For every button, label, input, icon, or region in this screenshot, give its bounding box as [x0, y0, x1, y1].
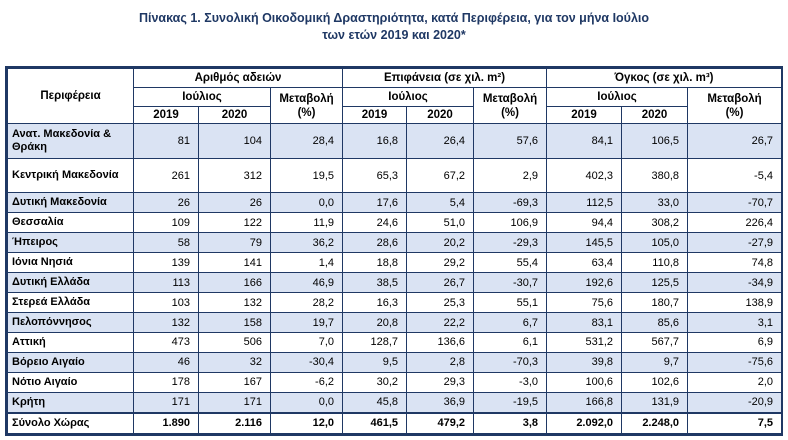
value-cell: 171 [134, 392, 199, 412]
value-cell: 26 [199, 193, 271, 213]
value-cell: 22,2 [407, 313, 474, 333]
value-cell: 567,7 [622, 333, 688, 353]
value-cell: 18,8 [343, 253, 407, 273]
region-name: Κεντρική Μακεδονία [8, 158, 134, 193]
table-row [8, 333, 782, 353]
value-cell: 138,9 [688, 293, 782, 313]
value-cell: 30,2 [343, 372, 407, 392]
value-cell: 2,8 [407, 352, 474, 372]
value-cell: 2.092,0 [547, 413, 622, 434]
value-cell: -34,9 [688, 273, 782, 293]
value-cell: 380,8 [622, 158, 688, 193]
value-cell: 1,4 [271, 253, 343, 273]
value-cell: 9,5 [343, 352, 407, 372]
pct-label: (%) [501, 106, 519, 119]
value-cell: 94,4 [547, 213, 622, 233]
value-cell: 192,6 [547, 273, 622, 293]
area-year-2019: 2019 [343, 107, 407, 124]
value-cell: 3,1 [688, 313, 782, 333]
region-name: Ιόνια Νησιά [8, 253, 134, 273]
value-cell: 141 [199, 253, 271, 273]
value-cell: 113 [134, 273, 199, 293]
value-cell: 6,9 [688, 333, 782, 353]
value-cell: 20,8 [343, 313, 407, 333]
value-cell: 16,8 [343, 124, 407, 159]
value-cell: 7,0 [271, 333, 343, 353]
value-cell: 145,5 [547, 233, 622, 253]
value-cell: 261 [134, 158, 199, 193]
value-cell: 36,9 [407, 392, 474, 412]
value-cell: 9,7 [622, 352, 688, 372]
table-row [8, 253, 782, 273]
value-cell: 26 [134, 193, 199, 213]
value-cell: 26,7 [688, 124, 782, 159]
value-cell: -70,3 [474, 352, 547, 372]
value-cell: 20,2 [407, 233, 474, 253]
value-cell: 132 [134, 313, 199, 333]
table-title-line2: των ετών 2019 και 2020* [322, 28, 466, 42]
value-cell: 16,3 [343, 293, 407, 313]
data-table-frame [5, 66, 783, 436]
table-row [8, 193, 782, 213]
value-cell: 139 [134, 253, 199, 273]
table-title-line1: Πίνακας 1. Συνολική Οικοδομική Δραστηριότητα, κατά Περιφέρεια, για τον μήνα Ιούλιο [138, 11, 650, 25]
value-cell: 308,2 [622, 213, 688, 233]
volume-year-2019: 2019 [547, 107, 622, 124]
value-cell: -3,0 [474, 372, 547, 392]
table-body [8, 124, 782, 434]
volume-month-header: Ιούλιος [547, 88, 688, 107]
area-year-2020: 2020 [407, 107, 474, 124]
region-name: Πελοπόννησος [8, 313, 134, 333]
value-cell: 109 [134, 213, 199, 233]
volume-group-header: Όγκος (σε χιλ. m³) [547, 69, 782, 88]
value-cell: 132 [199, 293, 271, 313]
table-row [8, 213, 782, 233]
value-cell: 506 [199, 333, 271, 353]
value-cell: 473 [134, 333, 199, 353]
table-row [8, 352, 782, 372]
region-name: Νότιο Αιγαίο [8, 372, 134, 392]
pct-label: (%) [297, 106, 316, 119]
value-cell: 3,8 [474, 413, 547, 434]
value-cell: 85,6 [622, 313, 688, 333]
region-name: Σύνολο Χώρας [8, 413, 134, 434]
region-column-header: Περιφέρεια [8, 69, 134, 124]
value-cell: 479,2 [407, 413, 474, 434]
value-cell: 33,0 [622, 193, 688, 213]
table-row [8, 293, 782, 313]
value-cell: 67,2 [407, 158, 474, 193]
region-name: Ήπειρος [8, 233, 134, 253]
value-cell: 100,6 [547, 372, 622, 392]
region-name: Δυτική Μακεδονία [8, 193, 134, 213]
value-cell: 531,2 [547, 333, 622, 353]
value-cell: 2,0 [688, 372, 782, 392]
permits-month-header: Ιούλιος [134, 88, 271, 107]
value-cell: 26,4 [407, 124, 474, 159]
value-cell: 38,5 [343, 273, 407, 293]
value-cell: 81 [134, 124, 199, 159]
value-cell: 171 [199, 392, 271, 412]
value-cell: -19,5 [474, 392, 547, 412]
value-cell: 46,9 [271, 273, 343, 293]
region-name: Βόρειο Αιγαίο [8, 352, 134, 372]
value-cell: -5,4 [688, 158, 782, 193]
value-cell: 136,6 [407, 333, 474, 353]
value-cell: 103 [134, 293, 199, 313]
value-cell: 2.116 [199, 413, 271, 434]
value-cell: 17,6 [343, 193, 407, 213]
value-cell: 58 [134, 233, 199, 253]
change-label: Μεταβολή [279, 92, 334, 105]
value-cell: 1.890 [134, 413, 199, 434]
data-table [7, 68, 782, 434]
value-cell: 29,2 [407, 253, 474, 273]
value-cell: -70,7 [688, 193, 782, 213]
volume-change-header [688, 88, 782, 124]
region-name: Ανατ. Μακεδονία & Θράκη [8, 124, 134, 159]
value-cell: 402,3 [547, 158, 622, 193]
value-cell: 158 [199, 313, 271, 333]
permits-year-2020: 2020 [199, 107, 271, 124]
table-row [8, 124, 782, 159]
change-label: Μεταβολή [707, 92, 762, 105]
region-name: Θεσσαλία [8, 213, 134, 233]
value-cell: 75,6 [547, 293, 622, 313]
value-cell: 55,4 [474, 253, 547, 273]
table-row [8, 158, 782, 193]
area-group-header: Επιφάνεια (σε χιλ. m²) [343, 69, 547, 88]
value-cell: -29,3 [474, 233, 547, 253]
value-cell: 65,3 [343, 158, 407, 193]
value-cell: 125,5 [622, 273, 688, 293]
value-cell: -30,7 [474, 273, 547, 293]
value-cell: 2,9 [474, 158, 547, 193]
value-cell: 106,9 [474, 213, 547, 233]
value-cell: 102,6 [622, 372, 688, 392]
value-cell: 51,0 [407, 213, 474, 233]
value-cell: 226,4 [688, 213, 782, 233]
region-name: Δυτική Ελλάδα [8, 273, 134, 293]
value-cell: 12,0 [271, 413, 343, 434]
value-cell: 11,9 [271, 213, 343, 233]
value-cell: -75,6 [688, 352, 782, 372]
table-row [8, 372, 782, 392]
value-cell: 178 [134, 372, 199, 392]
value-cell: 46 [134, 352, 199, 372]
value-cell: 122 [199, 213, 271, 233]
value-cell: 29,3 [407, 372, 474, 392]
area-change-header [474, 88, 547, 124]
value-cell: 0,0 [271, 392, 343, 412]
value-cell: 110,8 [622, 253, 688, 273]
permits-group-header: Αριθμός αδειών [134, 69, 343, 88]
area-month-header: Ιούλιος [343, 88, 474, 107]
value-cell: 461,5 [343, 413, 407, 434]
value-cell: 2.248,0 [622, 413, 688, 434]
table-title [0, 10, 788, 44]
value-cell: 79 [199, 233, 271, 253]
value-cell: 105,0 [622, 233, 688, 253]
value-cell: 83,1 [547, 313, 622, 333]
value-cell: 166,8 [547, 392, 622, 412]
value-cell: 19,7 [271, 313, 343, 333]
value-cell: -20,9 [688, 392, 782, 412]
region-name: Αττική [8, 333, 134, 353]
change-label: Μεταβολή [482, 92, 538, 105]
value-cell: 26,7 [407, 273, 474, 293]
table-row [8, 313, 782, 333]
value-cell: 24,6 [343, 213, 407, 233]
value-cell: 167 [199, 372, 271, 392]
value-cell: -6,2 [271, 372, 343, 392]
value-cell: 55,1 [474, 293, 547, 313]
value-cell: 74,8 [688, 253, 782, 273]
value-cell: 39,8 [547, 352, 622, 372]
value-cell: 36,2 [271, 233, 343, 253]
value-cell: 166 [199, 273, 271, 293]
value-cell: -69,3 [474, 193, 547, 213]
value-cell: 104 [199, 124, 271, 159]
value-cell: 19,5 [271, 158, 343, 193]
value-cell: 106,5 [622, 124, 688, 159]
table-row [8, 273, 782, 293]
value-cell: 0,0 [271, 193, 343, 213]
value-cell: -30,4 [271, 352, 343, 372]
value-cell: 28,2 [271, 293, 343, 313]
value-cell: 5,4 [407, 193, 474, 213]
value-cell: -27,9 [688, 233, 782, 253]
region-name: Κρήτη [8, 392, 134, 412]
value-cell: 131,9 [622, 392, 688, 412]
value-cell: 28,4 [271, 124, 343, 159]
value-cell: 84,1 [547, 124, 622, 159]
value-cell: 32 [199, 352, 271, 372]
total-row [8, 413, 782, 434]
value-cell: 28,6 [343, 233, 407, 253]
region-name: Στερεά Ελλάδα [8, 293, 134, 313]
value-cell: 63,4 [547, 253, 622, 273]
value-cell: 312 [199, 158, 271, 193]
value-cell: 7,5 [688, 413, 782, 434]
table-row [8, 233, 782, 253]
volume-year-2020: 2020 [622, 107, 688, 124]
value-cell: 45,8 [343, 392, 407, 412]
value-cell: 6,1 [474, 333, 547, 353]
table-row [8, 392, 782, 412]
value-cell: 57,6 [474, 124, 547, 159]
permits-change-header [271, 88, 343, 124]
value-cell: 25,3 [407, 293, 474, 313]
permits-year-2019: 2019 [134, 107, 199, 124]
value-cell: 180,7 [622, 293, 688, 313]
value-cell: 6,7 [474, 313, 547, 333]
value-cell: 128,7 [343, 333, 407, 353]
value-cell: 112,5 [547, 193, 622, 213]
pct-label: (%) [725, 106, 744, 119]
